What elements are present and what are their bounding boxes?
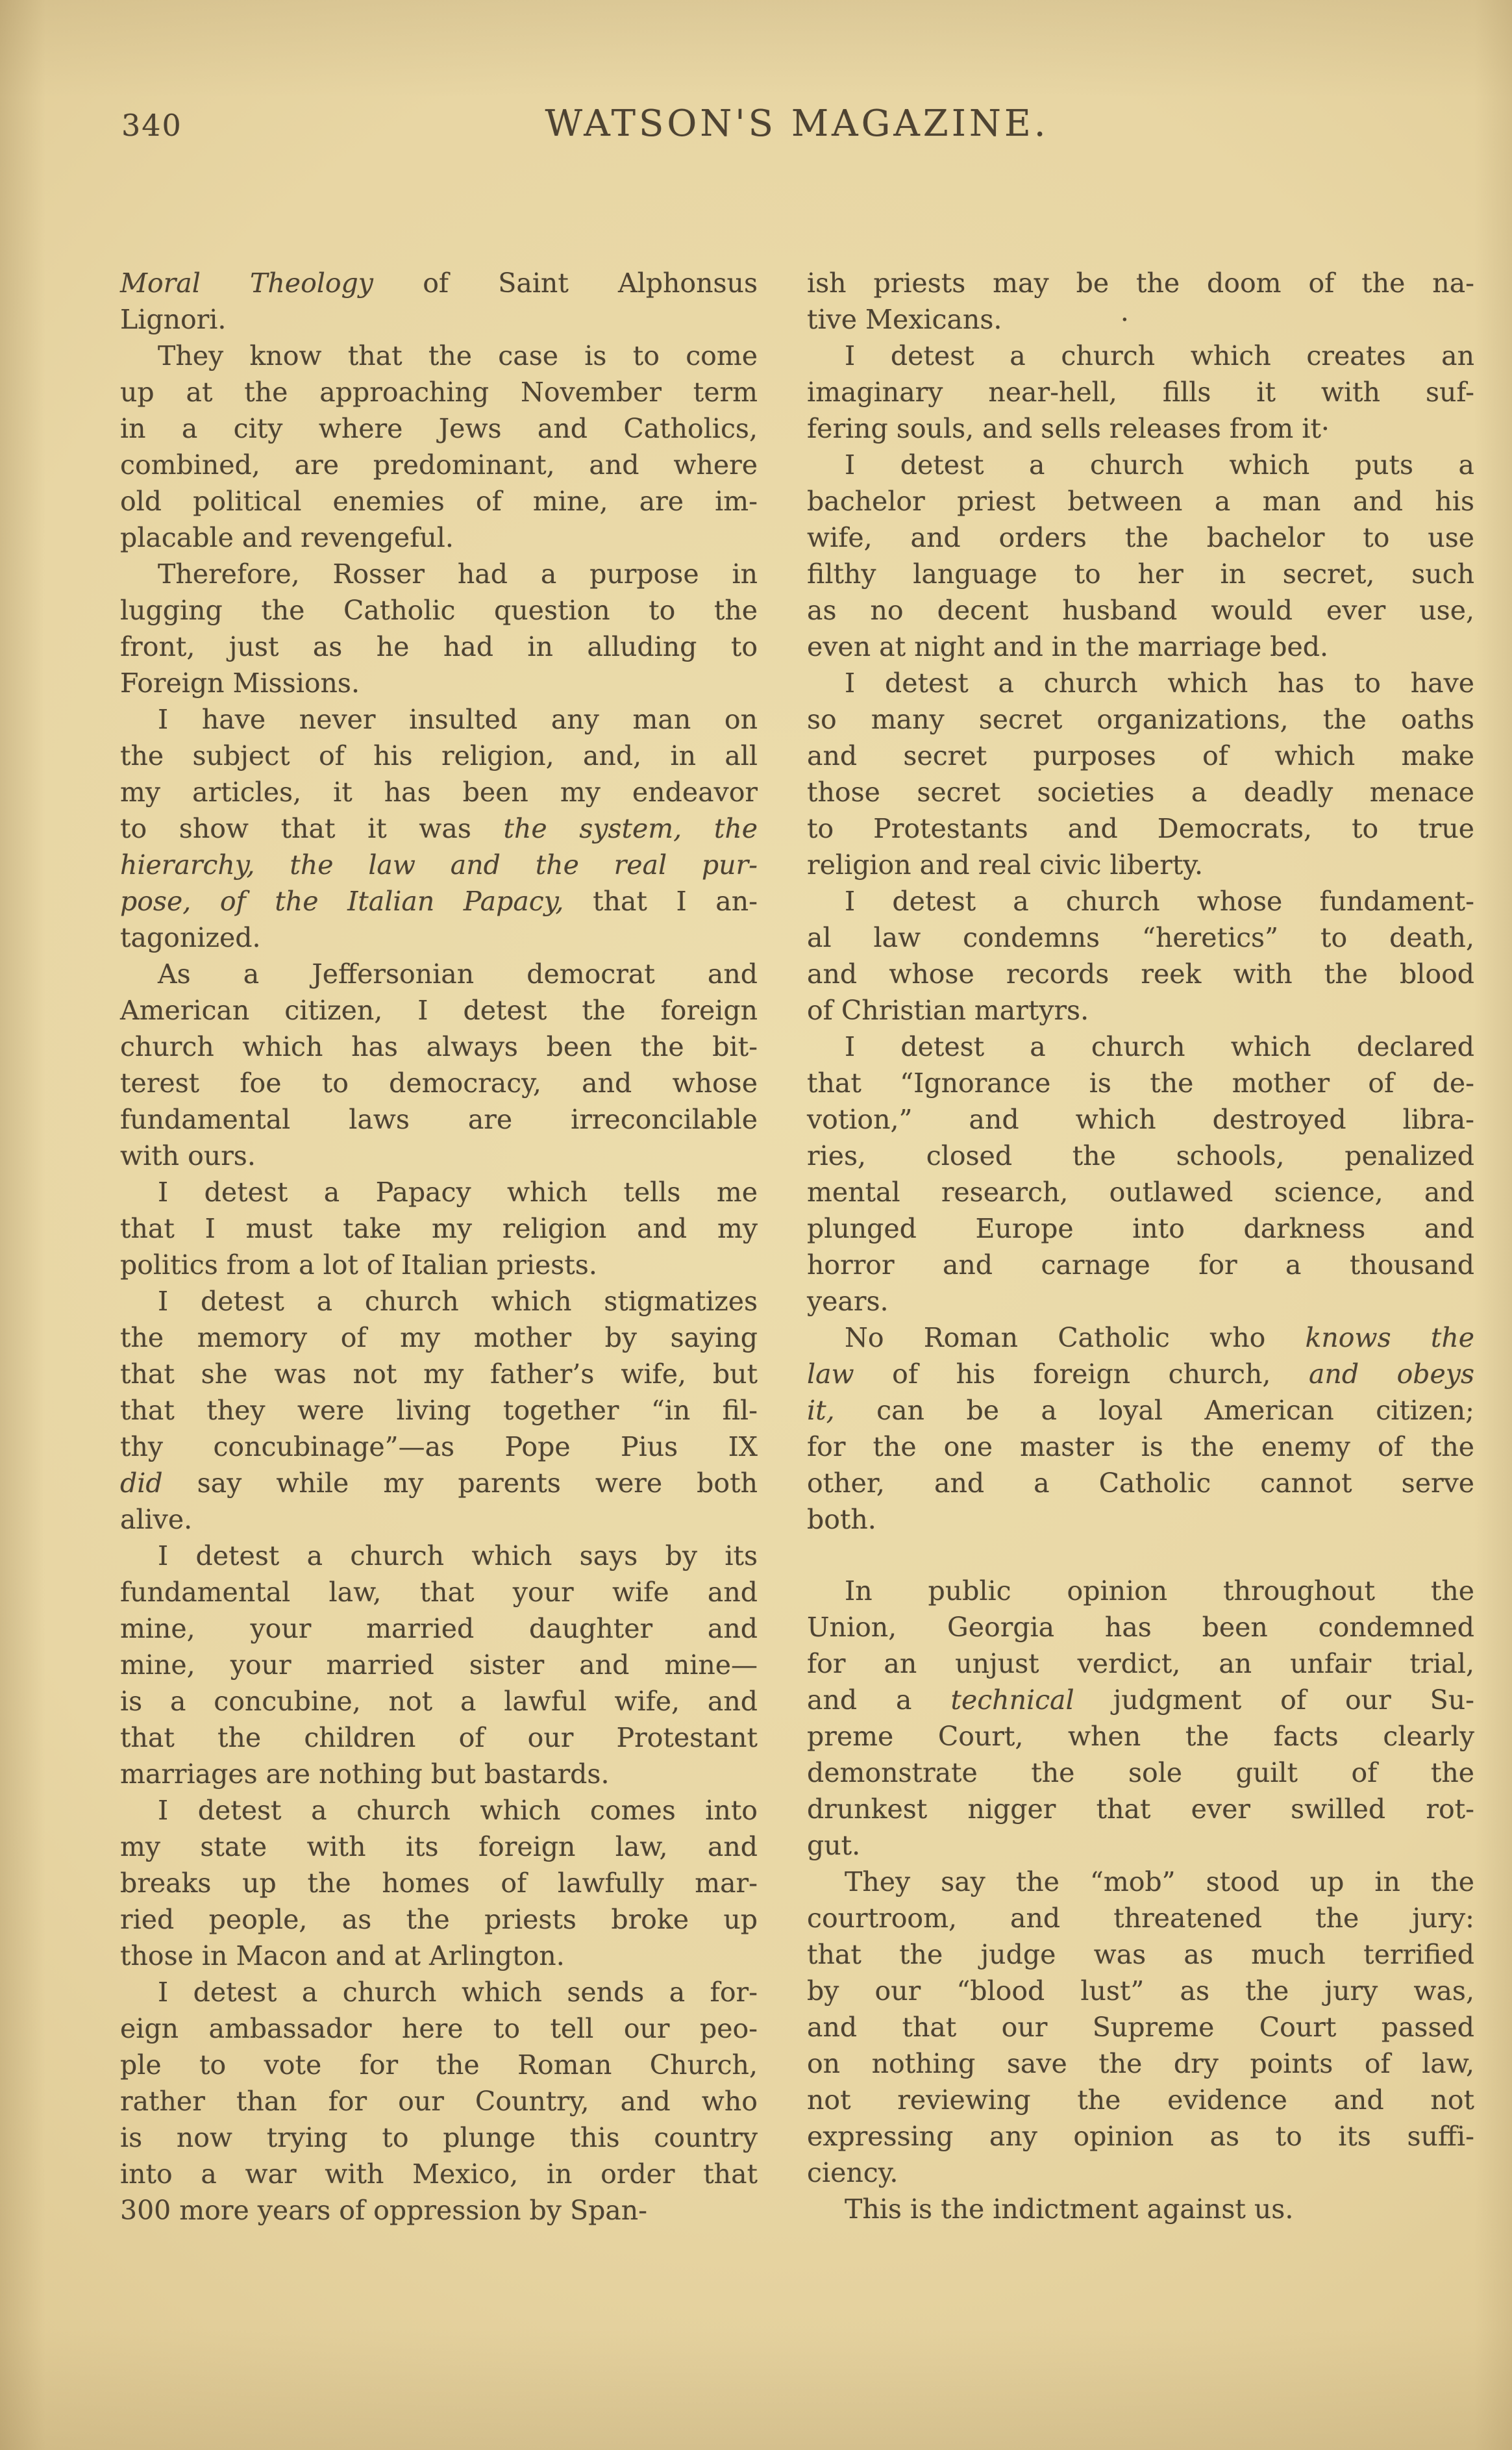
text-line [807, 301, 1474, 338]
italic-text: and obeys [1308, 1358, 1475, 1390]
text-segment: I detest a church which says by its [158, 1540, 758, 1571]
text-line [807, 410, 1474, 447]
text-line [807, 374, 1474, 410]
text-segment: I detest a church which has to have [845, 668, 1474, 699]
text-line [807, 847, 1474, 883]
page-header [120, 103, 1474, 155]
text-line [807, 665, 1474, 701]
text-line [120, 1792, 758, 1829]
paragraph [807, 1319, 1474, 1538]
text-line [120, 447, 758, 483]
text-line [120, 1101, 758, 1138]
text-line [120, 338, 758, 374]
italic-text: it, [807, 1395, 835, 1426]
text-line [120, 483, 758, 519]
text-column-left [120, 265, 758, 2229]
text-line [120, 519, 758, 556]
text-segment: tive Mexicans. · [807, 304, 1129, 335]
text-segment: and secret purposes of which make [807, 740, 1474, 771]
text-line [120, 1865, 758, 1901]
italic-text: law [807, 1358, 854, 1390]
text-line [120, 1283, 758, 1319]
text-segment: In public opinion throughout the [845, 1575, 1474, 1606]
text-segment: of his foreign church, [854, 1358, 1309, 1390]
text-line [120, 1138, 758, 1174]
paragraph [120, 265, 758, 338]
text-segment: by our “blood lust” as the jury was, [807, 1975, 1474, 2006]
text-line [120, 1538, 758, 1574]
text-segment: mental research, outlawed science, and [807, 1177, 1474, 1208]
text-segment: courtroom, and threatened the jury: [807, 1903, 1474, 1934]
paragraph [120, 701, 758, 956]
text-line [120, 1938, 758, 1974]
text-segment: years. [807, 1286, 889, 1317]
text-line [807, 1356, 1474, 1392]
text-segment: eign ambassador here to tell our peo- [120, 2013, 758, 2044]
text-line [120, 1392, 758, 1429]
text-segment: Union, Georgia has been condemned [807, 1612, 1474, 1643]
paragraph [807, 665, 1474, 883]
text-line [807, 701, 1474, 738]
text-segment: lugging the Catholic question to the [120, 595, 758, 626]
text-line [120, 2010, 758, 2047]
page-number: 340 [121, 108, 182, 143]
text-segment: up at the approaching November term [120, 377, 758, 408]
text-segment: rather than for our Country, and who [120, 2086, 758, 2117]
text-segment: ries, closed the schools, penalized [807, 1140, 1474, 1171]
paragraph [807, 1029, 1474, 1319]
text-segment: that she was not my father’s wife, but [120, 1358, 758, 1390]
text-line [120, 2192, 758, 2229]
text-line [807, 1501, 1474, 1538]
text-line [807, 2155, 1474, 2191]
text-segment: other, and a Catholic cannot serve [807, 1468, 1474, 1499]
text-line [807, 810, 1474, 847]
text-line [807, 1573, 1474, 1609]
text-segment: my state with its foreign law, and [120, 1831, 758, 1862]
text-segment: ple to vote for the Roman Church, [120, 2049, 758, 2081]
paragraph [120, 338, 758, 556]
text-line [120, 701, 758, 738]
text-segment: I detest a church which stigmatizes [158, 1286, 758, 1317]
text-segment: This is the indictment against us. [845, 2194, 1294, 2225]
text-segment: mine, your married daughter and [120, 1613, 758, 1644]
text-line [807, 2045, 1474, 2082]
text-segment: is a concubine, not a lawful wife, and [120, 1686, 758, 1717]
text-line [120, 992, 758, 1029]
paragraph [120, 556, 758, 701]
paragraph [807, 883, 1474, 1029]
text-segment: alive. [120, 1504, 193, 1535]
text-line [120, 1683, 758, 1719]
text-segment: judgment of our Su- [1074, 1684, 1474, 1716]
text-segment: ciency. [807, 2157, 899, 2188]
text-segment: expressing any opinion as to its suffi- [807, 2121, 1474, 2152]
text-line [120, 1501, 758, 1538]
text-line [120, 629, 758, 665]
text-segment: They know that the case is to come [158, 340, 758, 371]
text-line [120, 956, 758, 992]
text-segment: No Roman Catholic who [845, 1322, 1306, 1353]
text-line [120, 1210, 758, 1247]
text-line [807, 1319, 1474, 1356]
text-line [120, 1901, 758, 1938]
italic-text: did [120, 1468, 163, 1499]
text-segment: I detest a church which puts a [845, 449, 1474, 481]
text-line [120, 2047, 758, 2083]
text-segment: I detest a church which creates an [845, 340, 1474, 371]
text-segment: fundamental laws are irreconcilable [120, 1104, 758, 1135]
text-segment: church which has always been the bit- [120, 1031, 758, 1062]
text-line [120, 919, 758, 956]
text-segment: is now trying to plunge this country [120, 2122, 758, 2153]
text-line [120, 1647, 758, 1683]
text-segment: old political enemies of mine, are im- [120, 486, 758, 517]
text-line [807, 738, 1474, 774]
text-segment: can be a loyal American citizen; [834, 1395, 1474, 1426]
text-segment: Lignori. [120, 304, 227, 335]
text-line [120, 1319, 758, 1356]
text-line [807, 592, 1474, 629]
text-segment: to show that it was [120, 813, 504, 844]
paragraph [120, 1283, 758, 1538]
paragraph [807, 265, 1474, 338]
text-line [807, 919, 1474, 956]
text-line [807, 519, 1474, 556]
text-segment: as no decent husband would ever use, [807, 595, 1474, 626]
paragraph [120, 1792, 758, 1974]
text-segment: and whose records reek with the blood [807, 958, 1474, 990]
text-line [120, 2119, 758, 2156]
text-segment: I detest a church which declared [845, 1031, 1474, 1062]
text-segment: American citizen, I detest the foreign [120, 995, 758, 1026]
text-segment: drunkest nigger that ever swilled rot- [807, 1794, 1474, 1825]
text-segment: filthy language to her in secret, such [807, 558, 1474, 590]
text-line [807, 1283, 1474, 1319]
text-line [120, 1247, 758, 1283]
paragraph [807, 1573, 1474, 1864]
text-line [807, 1392, 1474, 1429]
text-line [807, 1864, 1474, 1900]
text-line [120, 1974, 758, 2010]
text-segment: fundamental law, that your wife and [120, 1577, 758, 1608]
italic-text: knows the [1305, 1322, 1474, 1353]
text-segment: wife, and orders the bachelor to use [807, 522, 1474, 553]
text-line [807, 992, 1474, 1029]
italic-text: pose, of the Italian Papacy, [120, 886, 564, 917]
text-line [120, 265, 758, 301]
text-segment: that I an- [564, 886, 758, 917]
text-line [120, 1065, 758, 1101]
text-segment: and a [807, 1684, 951, 1716]
text-segment: front, just as he had in alluding to [120, 631, 758, 662]
text-line [120, 1756, 758, 1792]
text-segment: of Saint Alphonsus [373, 268, 758, 299]
text-segment: Therefore, Rosser had a purpose in [158, 558, 758, 590]
text-line [807, 2082, 1474, 2118]
text-segment: They say the “mob” stood up in the [845, 1866, 1474, 1897]
text-segment: 300 more years of oppression by Span- [120, 2195, 648, 2226]
text-line [120, 301, 758, 338]
text-segment: terest foe to democracy, and whose [120, 1068, 758, 1099]
text-line [807, 1210, 1474, 1247]
text-segment: ish priests may be the doom of the na- [807, 268, 1474, 299]
text-line [807, 1029, 1474, 1065]
paragraph [120, 1174, 758, 1283]
text-line [807, 1791, 1474, 1827]
text-segment: into a war with Mexico, in order that [120, 2158, 758, 2190]
text-line [807, 1645, 1474, 1682]
text-line [120, 1356, 758, 1392]
text-line [807, 265, 1474, 301]
italic-text: hierarchy, the law and the real pur- [120, 849, 758, 881]
text-segment: say while my parents were both [162, 1468, 758, 1499]
text-line [120, 883, 758, 919]
paragraph [120, 956, 758, 1174]
text-segment: al law condemns “heretics” to death, [807, 922, 1474, 953]
text-line [807, 1973, 1474, 2009]
text-segment: fering souls, and sells releases from it· [807, 413, 1330, 444]
text-line [807, 1718, 1474, 1755]
text-line [120, 774, 758, 810]
text-line [807, 447, 1474, 483]
text-line [807, 1900, 1474, 1936]
text-segment: of Christian martyrs. [807, 995, 1089, 1026]
text-line [120, 556, 758, 592]
text-segment: that the children of our Protestant [120, 1722, 758, 1753]
text-line [120, 847, 758, 883]
text-segment: and that our Supreme Court passed [807, 2012, 1474, 2043]
text-segment: to Protestants and Democrats, to true [807, 813, 1474, 844]
text-line [120, 1719, 758, 1756]
text-line [120, 1174, 758, 1210]
text-line [807, 1174, 1474, 1210]
italic-text: the system, the [503, 813, 758, 844]
text-segment: those in Macon and at Arlington. [120, 1940, 565, 1971]
text-line [807, 883, 1474, 919]
text-segment: imaginary near-hell, fills it with suf- [807, 377, 1474, 408]
text-segment: I detest a church which sends a for- [158, 1977, 758, 2008]
text-segment: Foreign Missions. [120, 668, 360, 699]
text-line [120, 1029, 758, 1065]
text-segment: those secret societies a deadly menace [807, 777, 1474, 808]
text-line [807, 774, 1474, 810]
text-line [807, 1609, 1474, 1645]
text-line [807, 1936, 1474, 1973]
text-segment: the memory of my mother by saying [120, 1322, 758, 1353]
text-segment: mine, your married sister and mine— [120, 1649, 758, 1681]
text-segment: that they were living together “in fil- [120, 1395, 758, 1426]
text-segment: my articles, it has been my endeavor [120, 777, 758, 808]
text-segment: on nothing save the dry points of law, [807, 2048, 1474, 2079]
text-line [807, 338, 1474, 374]
text-line [120, 810, 758, 847]
text-line [807, 956, 1474, 992]
text-line [807, 483, 1474, 519]
text-segment: tagonized. [120, 922, 261, 953]
text-line [120, 374, 758, 410]
text-line [807, 629, 1474, 665]
text-line [120, 1829, 758, 1865]
paragraph [807, 447, 1474, 665]
paragraph [807, 338, 1474, 447]
text-line [807, 1827, 1474, 1864]
text-line [807, 1465, 1474, 1501]
text-line [807, 1101, 1474, 1138]
text-line [807, 1429, 1474, 1465]
text-line [120, 665, 758, 701]
text-line [807, 2009, 1474, 2045]
text-line [120, 1610, 758, 1647]
paragraph [120, 1538, 758, 1792]
text-segment: so many secret organizations, the oaths [807, 704, 1474, 735]
text-segment: votion,” and which destroyed libra- [807, 1104, 1474, 1135]
text-segment: bachelor priest between a man and his [807, 486, 1474, 517]
text-segment: with ours. [120, 1140, 256, 1171]
text-line [120, 1429, 758, 1465]
text-line [807, 1065, 1474, 1101]
text-segment: plunged Europe into darkness and [807, 1213, 1474, 1244]
text-segment: the subject of his religion, and, in all [120, 740, 758, 771]
text-segment: preme Court, when the facts clearly [807, 1721, 1474, 1752]
text-segment: that the judge was as much terrified [807, 1939, 1474, 1970]
text-segment: in a city where Jews and Catholics, [120, 413, 758, 444]
text-line [807, 556, 1474, 592]
text-segment: both. [807, 1504, 876, 1535]
paragraph [807, 1864, 1474, 2191]
text-segment: ried people, as the priests broke up [120, 1904, 758, 1935]
text-segment: I detest a church which comes into [158, 1795, 758, 1826]
text-line [120, 1465, 758, 1501]
text-segment: As a Jeffersonian democrat and [158, 958, 758, 990]
text-segment: that I must take my religion and my [120, 1213, 758, 1244]
text-line [807, 1138, 1474, 1174]
text-column-right [807, 265, 1474, 2227]
text-line [120, 2083, 758, 2119]
text-segment: I detest a church whose fundament- [845, 886, 1474, 917]
text-segment: horror and carnage for a thousand [807, 1249, 1474, 1281]
text-segment: that “Ignorance is the mother of de- [807, 1068, 1474, 1099]
paragraph [807, 2191, 1474, 2227]
text-segment: breaks up the homes of lawfully mar- [120, 1868, 758, 1899]
text-line [807, 1682, 1474, 1718]
text-line [120, 2156, 758, 2192]
text-line [807, 2191, 1474, 2227]
text-line [120, 738, 758, 774]
text-segment: gut. [807, 1830, 861, 1861]
text-segment: for an unjust verdict, an unfair trial, [807, 1648, 1474, 1679]
paragraph [120, 1974, 758, 2229]
text-segment: I detest a Papacy which tells me [158, 1177, 758, 1208]
magazine-title: WATSON'S MAGAZINE. [545, 103, 1049, 145]
text-segment: religion and real civic liberty. [807, 849, 1204, 881]
text-segment: placable and revengeful. [120, 522, 454, 553]
text-segment: thy concubinage”—as Pope Pius IX [120, 1431, 758, 1462]
text-segment: not reviewing the evidence and not [807, 2084, 1474, 2116]
text-segment: marriages are nothing but bastards. [120, 1758, 610, 1790]
text-line [120, 410, 758, 447]
text-segment: even at night and in the marriage bed. [807, 631, 1329, 662]
text-line [807, 1247, 1474, 1283]
text-segment: combined, are predominant, and where [120, 449, 758, 481]
text-line [120, 592, 758, 629]
text-line [807, 2118, 1474, 2155]
italic-text: Moral Theology [120, 268, 373, 299]
text-segment: I have never insulted any man on [158, 704, 758, 735]
text-segment: politics from a lot of Italian priests. [120, 1249, 597, 1281]
text-line [807, 1755, 1474, 1791]
text-segment: demonstrate the sole guilt of the [807, 1757, 1474, 1788]
text-segment: for the one master is the enemy of the [807, 1431, 1474, 1462]
italic-text: technical [950, 1684, 1074, 1716]
text-line [120, 1574, 758, 1610]
